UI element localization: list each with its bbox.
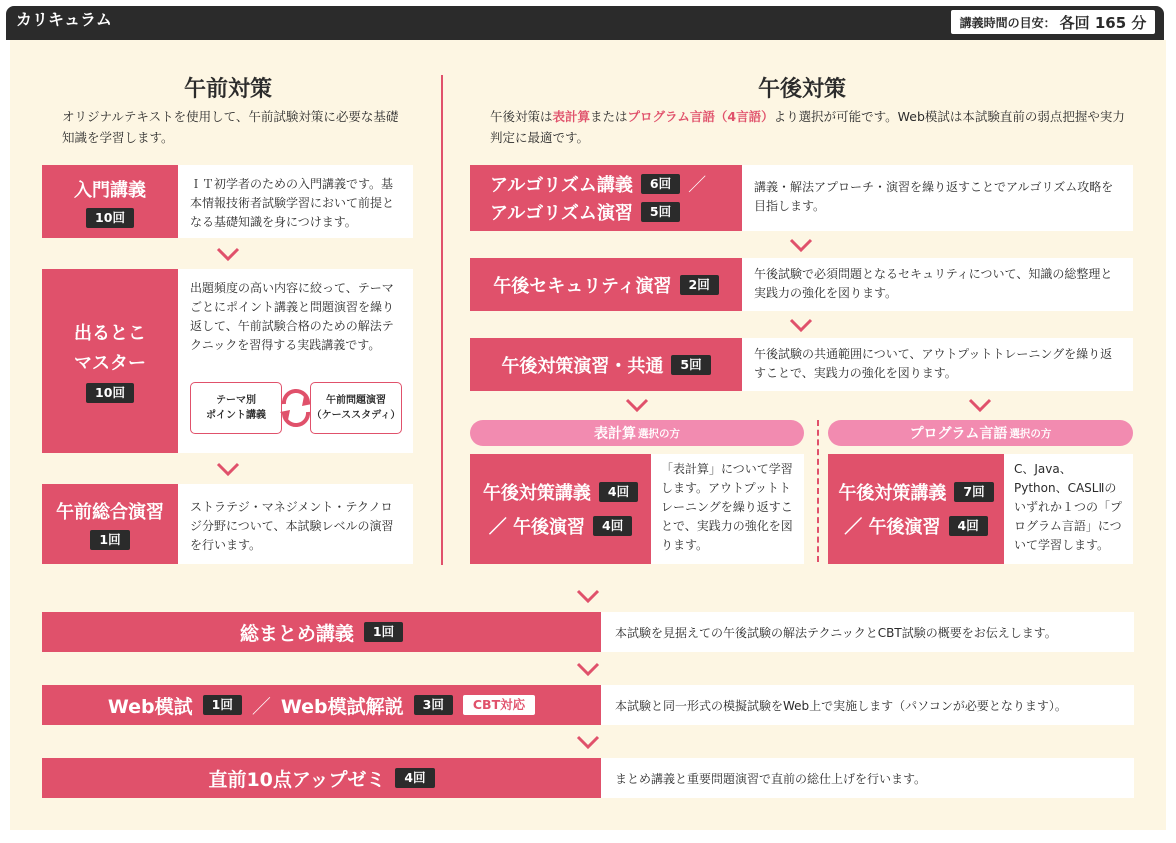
chevron-down-icon bbox=[575, 588, 601, 604]
cycle-right-line1: 午前問題演習 bbox=[325, 395, 386, 406]
program-practice-count: 4回 bbox=[949, 516, 988, 536]
common-row bbox=[501, 352, 710, 378]
cycle-diagram bbox=[190, 382, 402, 436]
spreadsheet-lecture-name: 午後対策講義 bbox=[482, 483, 591, 504]
pm-desc-pre: 午後対策は bbox=[490, 109, 553, 124]
summary-count: 1回 bbox=[364, 622, 403, 642]
spreadsheet-practice-count: 4回 bbox=[593, 516, 632, 536]
algo-lecture-count: 6回 bbox=[641, 174, 680, 194]
am-section-desc: オリジナルテキストを使用して、午前試験対策に必要な基礎知識を学習します。 bbox=[62, 109, 399, 145]
master-lecture-count: 10回 bbox=[86, 383, 134, 403]
spreadsheet-pill-suffix: 選択の方 bbox=[638, 427, 680, 440]
master-lecture-name-2: マスター bbox=[74, 353, 146, 374]
program-row-2 bbox=[844, 513, 987, 539]
spreadsheet-row-2 bbox=[489, 513, 632, 539]
master-lecture-name-1: 出るとこ bbox=[74, 323, 146, 344]
nyumon-lecture-count: 10回 bbox=[86, 208, 134, 228]
common-block bbox=[470, 338, 742, 391]
spreadsheet-row-1 bbox=[483, 479, 638, 505]
algo-desc: 講義・解法アプローチ・演習を繰り返すことでアルゴリズム攻略を目指します。 bbox=[742, 165, 1133, 231]
am-section-title: 午前対策 bbox=[183, 77, 272, 102]
algo-block bbox=[470, 165, 742, 231]
pm-desc-program: プログラム言語（4言語） bbox=[627, 109, 774, 124]
cycle-left-line1: テーマ別 bbox=[216, 395, 256, 406]
program-row-1 bbox=[838, 479, 993, 505]
nyumon-lecture-name: 入門講義 bbox=[74, 179, 146, 201]
web-exam-review-count: 3回 bbox=[414, 695, 453, 715]
cycle-left-line2: ポイント講義 bbox=[206, 410, 266, 421]
algo-row-1 bbox=[490, 171, 706, 197]
security-desc: 午後試験で必須問題となるセキュリティについて、知識の総整理と実践力の強化を図ります。 bbox=[742, 258, 1133, 311]
program-block bbox=[828, 454, 1004, 564]
spreadsheet-desc: 「表計算」について学習します。アウトプットトレーニングを繰り返すことで、実践力の強化を図ります。 bbox=[651, 454, 804, 564]
master-lecture-block bbox=[42, 269, 178, 453]
cbt-badge: CBT対応 bbox=[463, 695, 535, 715]
program-lecture-count: 7回 bbox=[954, 482, 993, 502]
algo-practice-count: 5回 bbox=[641, 202, 680, 222]
choice-divider bbox=[817, 420, 819, 562]
cycle-practice bbox=[310, 382, 402, 434]
algo-slash: ／ bbox=[688, 175, 707, 196]
summary-block bbox=[42, 612, 601, 652]
chevron-down-icon bbox=[624, 397, 650, 413]
spreadsheet-practice-name: ／ 午後演習 bbox=[488, 517, 586, 538]
security-block bbox=[470, 258, 742, 311]
pm-section-desc bbox=[490, 106, 1130, 148]
security-row bbox=[493, 272, 718, 298]
am-sogo-desc: ストラテジ・マネジメント・テクノロジ分野について、本試験レベルの演習を行います。 bbox=[178, 484, 413, 564]
spreadsheet-block bbox=[470, 454, 651, 564]
am-sogo-count: 1回 bbox=[90, 530, 129, 550]
seminar-count: 4回 bbox=[395, 768, 434, 788]
am-sogo-name: 午前総合演習 bbox=[56, 502, 164, 523]
seminar-name: 直前10点アップゼミ bbox=[208, 768, 386, 791]
program-desc: C、Java、Python、CASLⅡのいずれか１つの「プログラム言語」について学習します。 bbox=[1004, 454, 1133, 564]
common-count: 5回 bbox=[671, 355, 710, 375]
pm-section-title: 午後対策 bbox=[757, 77, 846, 102]
web-exam-count: 1回 bbox=[203, 695, 242, 715]
lecture-time-badge bbox=[950, 9, 1156, 35]
chevron-down-icon bbox=[788, 237, 814, 253]
nyumon-lecture-desc: ＩＴ初学者のための入門講義です。基本情報技術者試験学習において前提となる基礎知識を身につけます。 bbox=[178, 165, 413, 238]
chevron-down-icon bbox=[215, 461, 241, 477]
web-exam-review-name: Web模試解説 bbox=[280, 695, 404, 718]
common-desc: 午後試験の共通範囲について、アウトプットトレーニングを繰り返すことで、実践力の強化を図ります。 bbox=[742, 338, 1133, 391]
program-pill-suffix: 選択の方 bbox=[1009, 427, 1052, 440]
program-practice-name: ／ 午後演習 bbox=[844, 517, 941, 538]
spreadsheet-lecture-count: 4回 bbox=[599, 482, 638, 502]
security-count: 2回 bbox=[680, 275, 719, 295]
chevron-down-icon bbox=[788, 317, 814, 333]
seminar-desc: まとめ講義と重要問題演習で直前の総仕上げを行います。 bbox=[601, 758, 1134, 798]
spreadsheet-pill-label: 表計算 bbox=[594, 426, 636, 442]
nyumon-lecture-block bbox=[42, 165, 178, 238]
common-name: 午後対策演習・共通 bbox=[501, 355, 664, 377]
program-choice-pill bbox=[828, 420, 1133, 446]
chevron-down-icon bbox=[215, 246, 241, 262]
chevron-down-icon bbox=[967, 397, 993, 413]
cycle-right-line2: （ケーススタディ） bbox=[311, 410, 401, 421]
algo-row-2 bbox=[490, 199, 680, 225]
summary-name: 総まとめ講義 bbox=[239, 622, 354, 645]
am-sogo-block bbox=[42, 484, 178, 564]
web-exam-name: Web模試 bbox=[107, 695, 193, 718]
web-exam-slash: ／ bbox=[251, 695, 271, 718]
chevron-down-icon bbox=[575, 661, 601, 677]
spreadsheet-choice-pill bbox=[470, 420, 804, 446]
algo-practice-name: アルゴリズム演習 bbox=[490, 203, 633, 224]
web-exam-block bbox=[42, 685, 601, 725]
lecture-time-value: 各回 165 分 bbox=[1059, 13, 1147, 32]
chevron-down-icon bbox=[575, 734, 601, 750]
page-title: カリキュラム bbox=[16, 10, 112, 29]
security-name: 午後セキュリティ演習 bbox=[493, 275, 672, 297]
cycle-arrows-icon bbox=[278, 388, 314, 432]
summary-desc: 本試験を見据えての午後試験の解法テクニックとCBT試験の概要をお伝えします。 bbox=[601, 612, 1134, 652]
program-lecture-name: 午後対策講義 bbox=[838, 483, 947, 504]
cycle-point-lecture bbox=[190, 382, 282, 434]
pm-desc-post: より選択が可能です。Web模試は本試験直前の弱点把握や実力判定に最適です。 bbox=[490, 109, 1125, 145]
web-exam-desc: 本試験と同一形式の模擬試験をWeb上で実施します（パソコンが必要となります）。 bbox=[601, 685, 1134, 725]
lecture-time-label: 講義時間の目安： bbox=[959, 15, 1056, 30]
seminar-block bbox=[42, 758, 601, 798]
pm-desc-mid: または bbox=[590, 109, 628, 124]
master-lecture-desc: 出題頻度の高い内容に絞って、テーマごとにポイント講義と問題演習を繰り返して、午前試験合格のための解法テクニックを習得する実践講義です。 bbox=[190, 281, 395, 352]
algo-lecture-name: アルゴリズム講義 bbox=[490, 175, 633, 196]
section-divider bbox=[441, 75, 443, 565]
program-pill-label: プログラム言語 bbox=[909, 426, 1008, 442]
pm-desc-spreadsheet: 表計算 bbox=[552, 109, 591, 124]
